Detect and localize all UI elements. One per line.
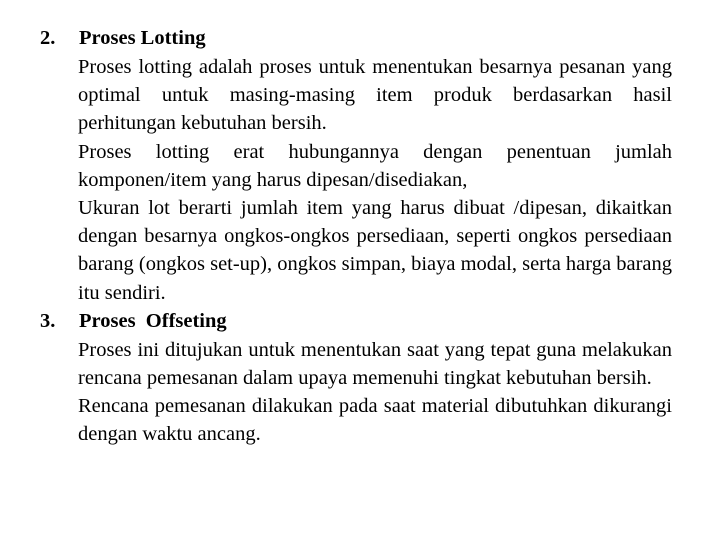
paragraph: Rencana pemesanan dilakukan pada saat material dibutuhkan dikurangi dengan waktu ancang. [78, 395, 672, 446]
section-title: Proses Lotting [79, 27, 206, 49]
section-number: 3. [40, 309, 56, 332]
section-proses-lotting [40, 24, 672, 307]
section-title: Proses Offseting [79, 309, 227, 332]
section-heading [40, 307, 672, 336]
section-heading [40, 24, 672, 53]
paragraph: Proses lotting adalah proses untuk menentukan besarnya pesanan yang optimal untuk masing-masing item produk berdasarkan hasil perhitungan kebutuhan bersih. [78, 56, 672, 135]
section-number: 2. [40, 27, 56, 49]
paragraph: Proses ini ditujukan untuk menentukan saat yang tepat guna melakukan rencana pemesanan dalam upaya memenuhi tingkat kebutuhan bersih. [78, 338, 672, 390]
section-proses-offseting [40, 307, 672, 449]
paragraph: Ukuran lot berarti jumlah item yang harus dibuat /dipesan, dikaitkan dengan besarnya ongkos-ongkos persediaan, seperti ongkos persediaan barang (ongkos set-up), ongkos simpan, biaya modal, serta harga barang itu sendiri. [78, 197, 672, 304]
numbered-list [40, 24, 672, 449]
paragraph: Proses lotting erat hubungannya dengan penentuan jumlah komponen/item yang harus dipesan/disediakan, [78, 140, 672, 191]
